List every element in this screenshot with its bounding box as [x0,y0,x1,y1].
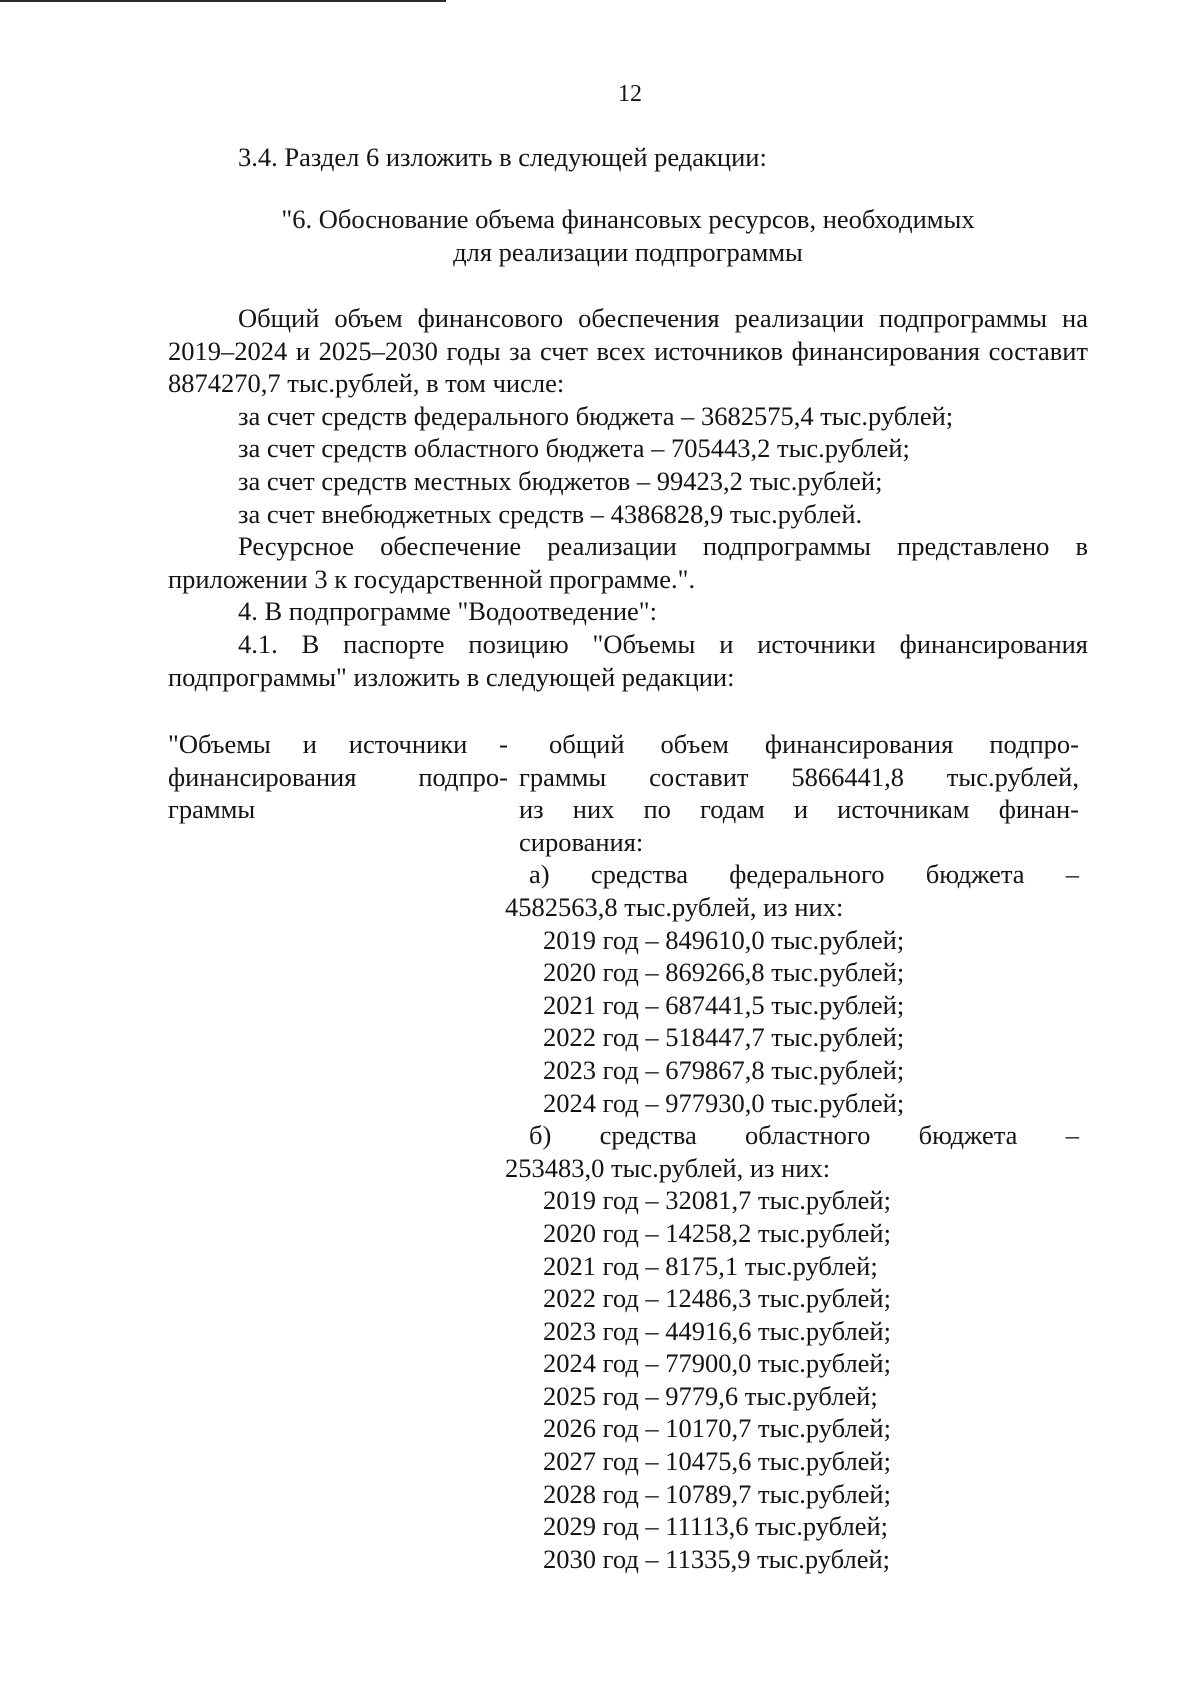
financing-intro-line-2: граммы составит 5866441,8 тыс.рублей, [519,761,1079,792]
federal-budget-line-1: а) средства федерального бюджета – [529,859,1079,890]
paragraph-regional: за счет средств областного бюджета – 705443,2 тыс.рублей; [238,433,910,464]
intro-line [168,141,1088,174]
financing-intro-line-1: общий объем финансирования подпро- [549,729,1079,759]
passport-left-line-1: "Объемы и источники - [168,729,508,759]
section-title [168,203,1088,268]
federal-year-item: 2020 год – 869266,8 тыс.рублей; [543,957,905,988]
regional-budget-line-1: б) средства областного бюджета – [529,1120,1079,1151]
regional-year-item: 2019 год – 32081,7 тыс.рублей; [543,1185,891,1216]
regional-year-item: 2024 год – 77900,0 тыс.рублей; [543,1348,891,1379]
regional-year-item: 2029 год – 11113,6 тыс.рублей; [543,1511,889,1542]
passport-left-line-3: граммы [168,794,256,825]
paragraph-local: за счет средств местных бюджетов – 99423,2 тыс.рублей; [238,465,883,496]
federal-year-item: 2024 год – 977930,0 тыс.рублей; [543,1087,905,1118]
body-text [168,302,1088,693]
regional-year-item: 2026 год – 10170,7 тыс.рублей; [543,1413,891,1444]
regional-years-list [519,1184,1079,1575]
paragraph-resource: Ресурсное обеспечение реализации подпрограммы представлено в приложении 3 к государственной программе.". [168,531,1088,594]
federal-years-list [519,924,1079,1120]
regional-year-item: 2020 год – 14258,2 тыс.рублей; [543,1217,891,1248]
section-title-line-1: "6. Обоснование объема финансовых ресурсов, необходимых [281,204,975,234]
section-title-line-2: для реализации подпрограммы [453,236,803,267]
passport-left-column [168,728,508,826]
federal-year-item: 2023 год – 679867,8 тыс.рублей; [543,1054,905,1085]
federal-year-item: 2019 год – 849610,0 тыс.рублей; [543,924,905,955]
paragraph-item-4-1: 4.1. В паспорте позицию "Объемы и источники финансирования подпрограммы" изложить в следующей редакции: [168,628,1088,692]
paragraph-federal: за счет средств федерального бюджета – 3682575,4 тыс.рублей; [238,400,954,431]
page-number: 12 [618,81,642,107]
regional-year-item: 2030 год – 11335,9 тыс.рублей; [543,1543,890,1574]
regional-year-item: 2028 год – 10789,7 тыс.рублей; [543,1478,891,1509]
regional-year-item: 2022 год – 12486,3 тыс.рублей; [543,1283,891,1314]
regional-year-item: 2023 год – 44916,6 тыс.рублей; [543,1315,891,1346]
passport-left-line-2: финансирования подпро- [168,761,508,792]
regional-year-item: 2027 год – 10475,6 тыс.рублей; [543,1446,891,1477]
paragraph-item-4: 4. В подпрограмме "Водоотведение": [238,596,657,627]
regional-budget-line-2: 253483,0 тыс.рублей, из них: [505,1152,831,1183]
intro-text: 3.4. Раздел 6 изложить в следующей редакции: [238,142,767,172]
paragraph-extra: за счет внебюджетных средств – 4386828,9 тыс.рублей. [238,498,863,529]
federal-budget-line-2: 4582563,8 тыс.рублей, из них: [505,891,844,922]
passport-right-column [505,728,1079,1575]
paragraph-total: Общий объем финансового обеспечения реализации подпрограммы на 2019–2024 и 2025–2030 годы за счет всех источников финансирования составит 8874270,7 тыс.рублей, в том числе: [168,303,1088,399]
federal-year-item: 2021 год – 687441,5 тыс.рублей; [543,989,905,1020]
financing-intro-line-4: сирования: [519,826,644,857]
federal-year-item: 2022 год – 518447,7 тыс.рублей; [543,1022,905,1053]
regional-year-item: 2025 год – 9779,6 тыс.рублей; [543,1380,878,1411]
regional-year-item: 2021 год – 8175,1 тыс.рублей; [543,1250,878,1281]
financing-intro-line-3: из них по годам и источникам финан- [519,794,1079,825]
scan-edge-line [0,0,446,2]
